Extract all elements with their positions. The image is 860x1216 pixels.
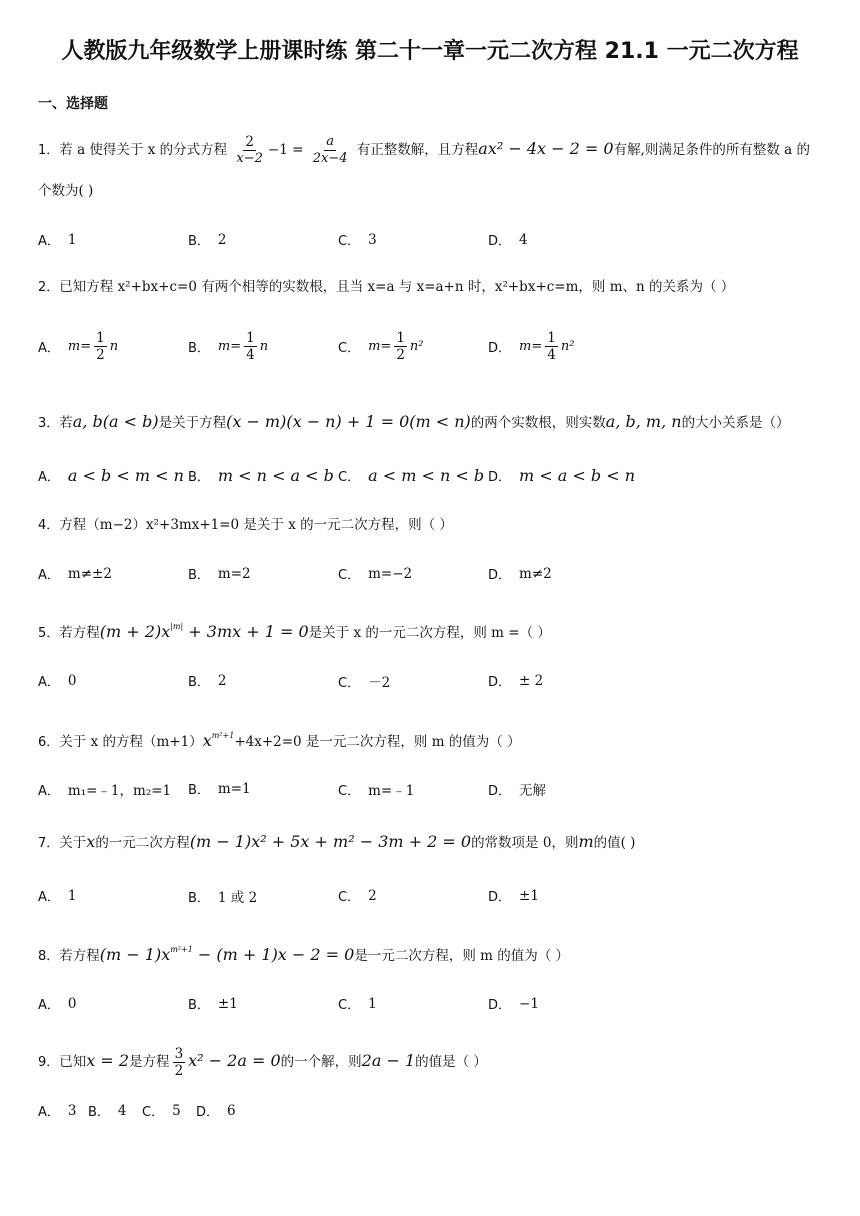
question-number: 9．	[38, 1055, 60, 1070]
question-6	[38, 726, 521, 753]
equation: x	[202, 731, 212, 750]
equation: (m − 1)x² + 5x + m² − 3m + 2 = 0	[189, 832, 472, 851]
question-text: 的两个实数根，则实数	[470, 415, 606, 431]
question-text: 关于 x 的方程（m+1）	[59, 734, 203, 750]
option-d[interactable]: D． m < a < b < n	[488, 466, 636, 485]
option-d[interactable]: D． −1	[488, 995, 539, 1013]
question-number: 6．	[38, 735, 60, 750]
fraction: $\frac{3}{2}$	[174, 1046, 184, 1079]
question-text: 有正整数解，且方程	[352, 142, 479, 158]
question-text: 若方程	[59, 948, 100, 964]
option-c[interactable]: C． a < m < n < b	[338, 466, 485, 485]
option-b[interactable]: B． ±1	[188, 995, 238, 1013]
option-b[interactable]: B． m=2	[188, 565, 251, 583]
question-text: 关于	[59, 835, 87, 851]
option-c[interactable]: C． m=−2	[338, 565, 413, 583]
option-b[interactable]: B． m= $\frac{1}{4}$ n	[188, 330, 269, 363]
option-b[interactable]: B． 2	[188, 231, 227, 249]
option-b[interactable]: B． m < n < a < b	[188, 466, 334, 485]
question-text: 方程（m−2）x²+3mx+1=0 是关于 x 的一元二次方程，则（ ）	[59, 517, 453, 533]
question-3	[38, 412, 790, 434]
exponent: |m|	[170, 622, 184, 631]
option-d[interactable]: D． 无解	[488, 783, 547, 799]
question-5	[38, 617, 551, 644]
variable: x	[86, 832, 96, 851]
equation: (m + 2)x	[99, 622, 171, 641]
option-c[interactable]: C． m=﹣1	[338, 783, 415, 799]
options-row	[38, 671, 838, 695]
option-a[interactable]: A． m= $\frac{1}{2}$ n	[38, 330, 119, 363]
question-4	[38, 515, 453, 536]
question-text: +4x+2=0 是一元二次方程，则 m 的值为（ ）	[234, 734, 521, 750]
question-text: 的值( )	[593, 835, 636, 851]
question-text: 是关于 x 的一元二次方程，则 m =（ ）	[308, 625, 551, 641]
question-text: 已知	[59, 1054, 87, 1070]
options-row	[38, 1101, 838, 1125]
question-text: 是关于方程	[158, 415, 227, 431]
equation: a, b(a < b)	[72, 412, 159, 431]
option-a[interactable]: A． 0	[38, 995, 77, 1013]
option-c[interactable]: C． 1	[338, 995, 377, 1013]
option-d[interactable]: D． m≠2	[488, 565, 552, 583]
option-c[interactable]: C． 2	[338, 887, 377, 905]
question-text: −1 =	[267, 142, 304, 158]
option-b[interactable]: B． m=1	[188, 780, 251, 798]
equation: + 3mx + 1 = 0	[183, 622, 309, 641]
equation: 2a − 1	[361, 1051, 416, 1070]
equation: (m − 1)x	[99, 945, 171, 964]
question-text: 是方程	[129, 1054, 170, 1070]
question-text: 有解,则满足条件的所有整数 a 的	[613, 142, 811, 158]
question-text: 的一元二次方程	[95, 835, 190, 851]
question-number: 7．	[38, 836, 60, 851]
option-d[interactable]: D． m= $\frac{1}{4}$ n²	[488, 330, 575, 363]
question-number: 5．	[38, 626, 60, 641]
options-row	[38, 994, 838, 1018]
equation: a, b, m, n	[605, 412, 682, 431]
option-d[interactable]: D． 6	[196, 1102, 236, 1120]
page-title: 人教版九年级数学上册课时练 第二十一章一元二次方程 21.1 一元二次方程	[61, 39, 799, 64]
question-text: 的常数项是 0，则	[471, 835, 579, 851]
option-d[interactable]: D． 4	[488, 231, 528, 249]
fraction: $\frac{2}{x-2}$	[236, 134, 263, 166]
option-a[interactable]: A． 0	[38, 672, 77, 690]
fraction: $\frac{a}{2x-4}$	[312, 134, 348, 166]
option-c[interactable]: C． －2	[338, 675, 391, 691]
question-8	[38, 940, 569, 967]
question-text: 的值是（ ）	[415, 1054, 487, 1070]
section-heading: 一、选择题	[38, 96, 108, 112]
option-c[interactable]: C． 3	[338, 231, 377, 249]
question-2	[38, 277, 734, 298]
question-text: 是一元二次方程，则 m 的值为（ ）	[354, 948, 570, 964]
option-d[interactable]: D． ± 2	[488, 672, 544, 690]
question-number: 8．	[38, 949, 60, 964]
options-row	[38, 466, 838, 490]
exponent: m²+1	[170, 945, 193, 954]
equation: (x − m)(x − n) + 1 = 0(m < n)	[226, 412, 471, 431]
question-text: 的一个解，则	[280, 1054, 362, 1070]
options-row	[38, 330, 838, 372]
question-text: 的大小关系是（）	[681, 415, 790, 431]
option-a[interactable]: A． 3	[38, 1102, 77, 1120]
option-a[interactable]: A． 1	[38, 887, 77, 905]
question-text: 若 a 使得关于 x 的分式方程	[59, 142, 228, 158]
equation: x = 2	[86, 1051, 130, 1070]
exponent: m²+1	[211, 731, 235, 740]
variable: m	[578, 832, 594, 851]
question-number: 3．	[38, 416, 60, 431]
option-a[interactable]: A． m₁=﹣1，m₂=1	[38, 783, 172, 799]
equation: ax² − 4x − 2 = 0	[478, 139, 614, 158]
question-number: 1．	[38, 143, 60, 158]
options-row	[38, 886, 838, 910]
option-b[interactable]: B． 4	[88, 1102, 127, 1120]
equation: − (m + 1)x − 2 = 0	[192, 945, 355, 964]
option-b[interactable]: B． 2	[188, 672, 227, 690]
options-row	[38, 230, 838, 254]
equation: x² − 2a = 0	[188, 1051, 281, 1070]
question-1	[38, 134, 810, 167]
question-text: 若方程	[59, 625, 100, 641]
question-text: 若	[59, 415, 73, 431]
option-d[interactable]: D． ±1	[488, 887, 539, 905]
option-a[interactable]: A． m≠±2	[38, 565, 112, 583]
question-text: 已知方程 x²+bx+c=0 有两个相等的实数根，且当 x=a 与 x=a+n 时，x²+bx+c=m，则 m、n 的关系为（ ）	[59, 279, 735, 295]
options-row	[38, 564, 838, 588]
question-1-line-2: 个数为( )	[38, 183, 94, 199]
option-b[interactable]: B． 1 或 2	[188, 890, 258, 906]
question-9	[38, 1046, 487, 1079]
question-number: 2．	[38, 280, 60, 295]
option-c[interactable]: C． 5	[142, 1102, 181, 1120]
option-c[interactable]: C． m= $\frac{1}{2}$ n²	[338, 330, 424, 363]
option-a[interactable]: A． a < b < m < n	[38, 466, 184, 485]
question-number: 4．	[38, 518, 60, 533]
option-a[interactable]: A． 1	[38, 231, 77, 249]
question-7	[38, 832, 635, 854]
options-row	[38, 779, 838, 803]
